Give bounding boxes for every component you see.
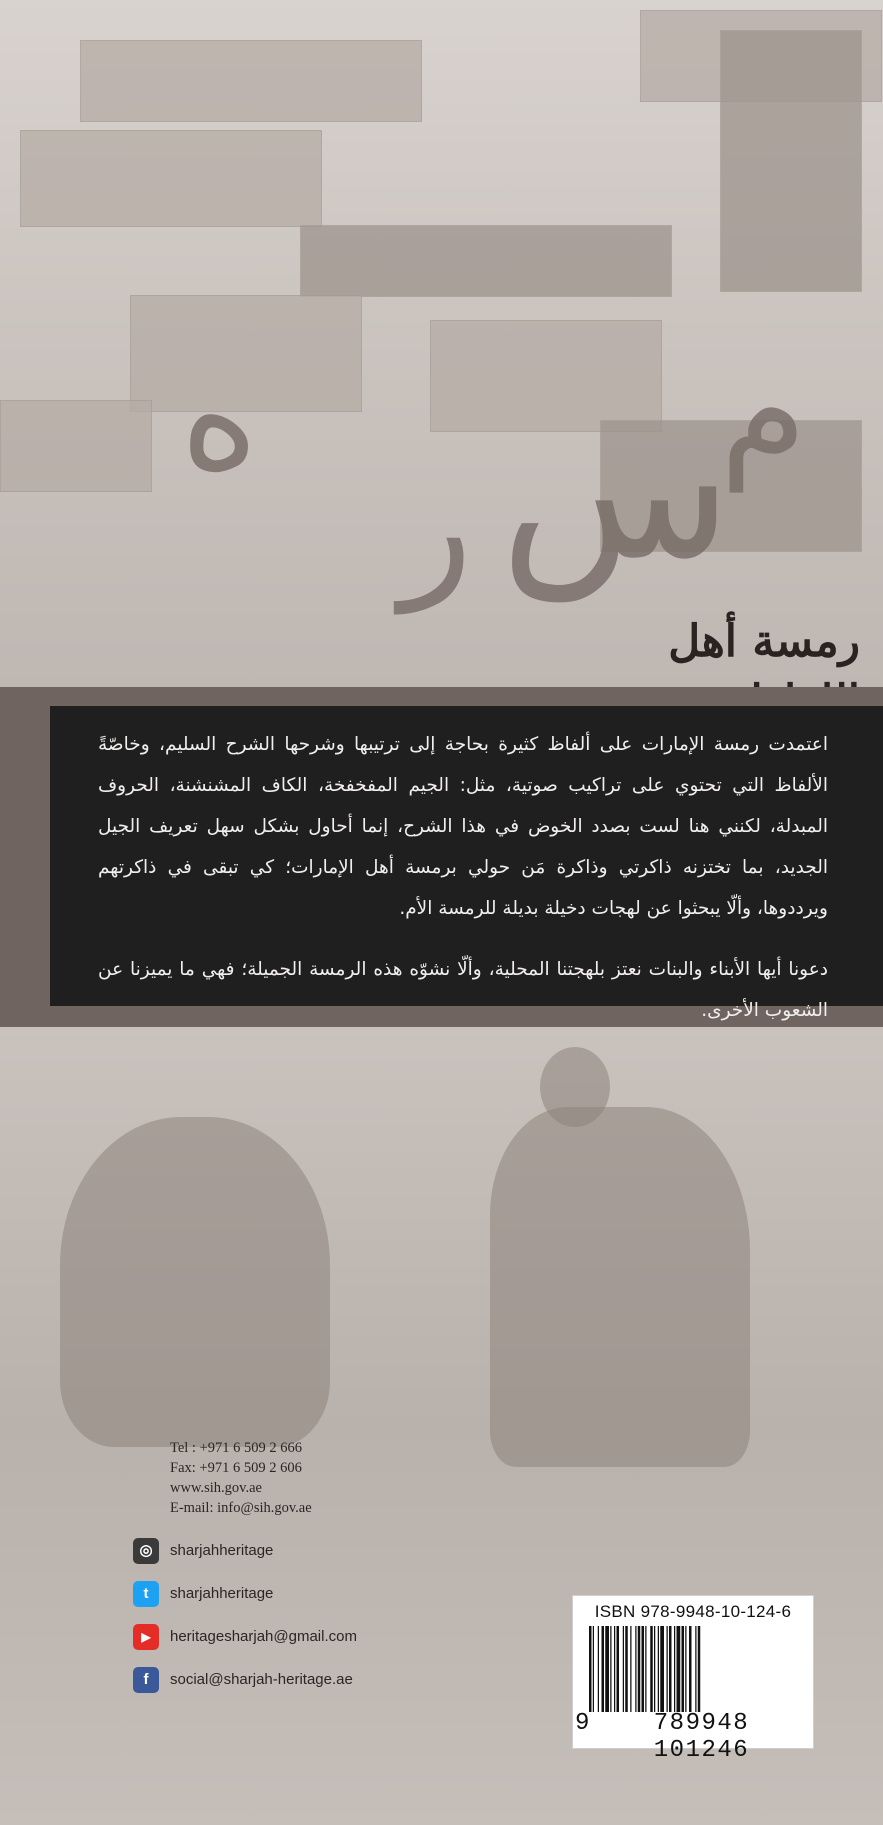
social-handle: heritagesharjah@gmail.com bbox=[170, 1628, 357, 1645]
social-handle: sharjahheritage bbox=[170, 1542, 274, 1559]
social-row-twitter[interactable] bbox=[133, 1579, 493, 1611]
youtube-icon: ▶ bbox=[133, 1624, 159, 1650]
blurb-paragraph: اعتمدت رمسة الإمارات على ألفاظ كثيرة بحاجة إلى ترتيبها وشرحها الشرح السليم، وخاصّةً الألفاظ التي تحتوي على تراكيب صوتية، مثل: الجيم المفخفخة، الكاف المشنشنة، الحروف المبدلة، لكنني هنا لست بصدد الخوض في هذا الشرح، إنما أحاول بشكل سهل تعريف الجيل الجديد، بما تختزنه ذاكرتي وذاكرة مَن حولي برمسة أهل الإمارات؛ كي تبقى في ذاكرتهم ويرددوها، وألّا يبحثوا عن لهجات دخيلة بديلة للرمسة الأم. bbox=[98, 734, 828, 919]
stone-block bbox=[300, 225, 672, 297]
social-row-facebook[interactable] bbox=[133, 1665, 493, 1697]
series-logo: رمسة أهل bbox=[668, 616, 860, 667]
text-panel bbox=[50, 706, 883, 1021]
calligraphy-letter: م bbox=[720, 330, 807, 493]
twitter-icon: t bbox=[133, 1581, 159, 1607]
barcode-bars bbox=[585, 1626, 803, 1712]
figure-head bbox=[540, 1047, 610, 1127]
stone-block bbox=[0, 400, 152, 492]
instagram-icon: ◎ bbox=[133, 1538, 159, 1564]
phone-number: Tel : +971 6 509 2 666 bbox=[170, 1440, 303, 1456]
top-photo-background bbox=[0, 0, 883, 690]
facebook-icon: f bbox=[133, 1667, 159, 1693]
social-handle: sharjahheritage bbox=[170, 1585, 274, 1602]
stone-block bbox=[720, 30, 862, 292]
blurb-text bbox=[98, 724, 828, 1031]
contact-info bbox=[170, 1438, 470, 1518]
ean-first-digit: 9 bbox=[575, 1710, 590, 1737]
brown-band bbox=[0, 687, 883, 1027]
stone-block bbox=[20, 130, 322, 227]
seated-figure bbox=[490, 1107, 750, 1467]
calligraphy-letter: س bbox=[500, 380, 732, 601]
isbn-barcode bbox=[572, 1595, 814, 1764]
isbn-number: ISBN 978-9948-10-124-6 bbox=[594, 1602, 792, 1621]
social-row-youtube[interactable] bbox=[133, 1622, 493, 1654]
calligraphy-letter: ه bbox=[180, 330, 259, 504]
social-handle: social@sharjah-heritage.ae bbox=[170, 1671, 353, 1688]
seated-figure bbox=[60, 1117, 330, 1447]
blurb-paragraph: دعونا أيها الأبناء والبنات نعتز بلهجتنا المحلية، وألّا نشوّه هذه الرمسة الجميلة؛ فهي ما يميزنا عن الشعوب الأخرى. bbox=[98, 959, 828, 1021]
website-link[interactable]: www.sih.gov.ae bbox=[170, 1480, 262, 1496]
ean-digits: 789948 101246 bbox=[653, 1710, 750, 1764]
fax-number: Fax: +971 6 509 2 606 bbox=[170, 1460, 302, 1476]
stone-block bbox=[80, 40, 422, 122]
social-row-instagram[interactable] bbox=[133, 1536, 493, 1568]
calligraphy-letter: ر bbox=[400, 440, 473, 614]
email-link[interactable]: E-mail: info@sih.gov.ae bbox=[170, 1500, 312, 1516]
social-links bbox=[133, 1536, 493, 1708]
